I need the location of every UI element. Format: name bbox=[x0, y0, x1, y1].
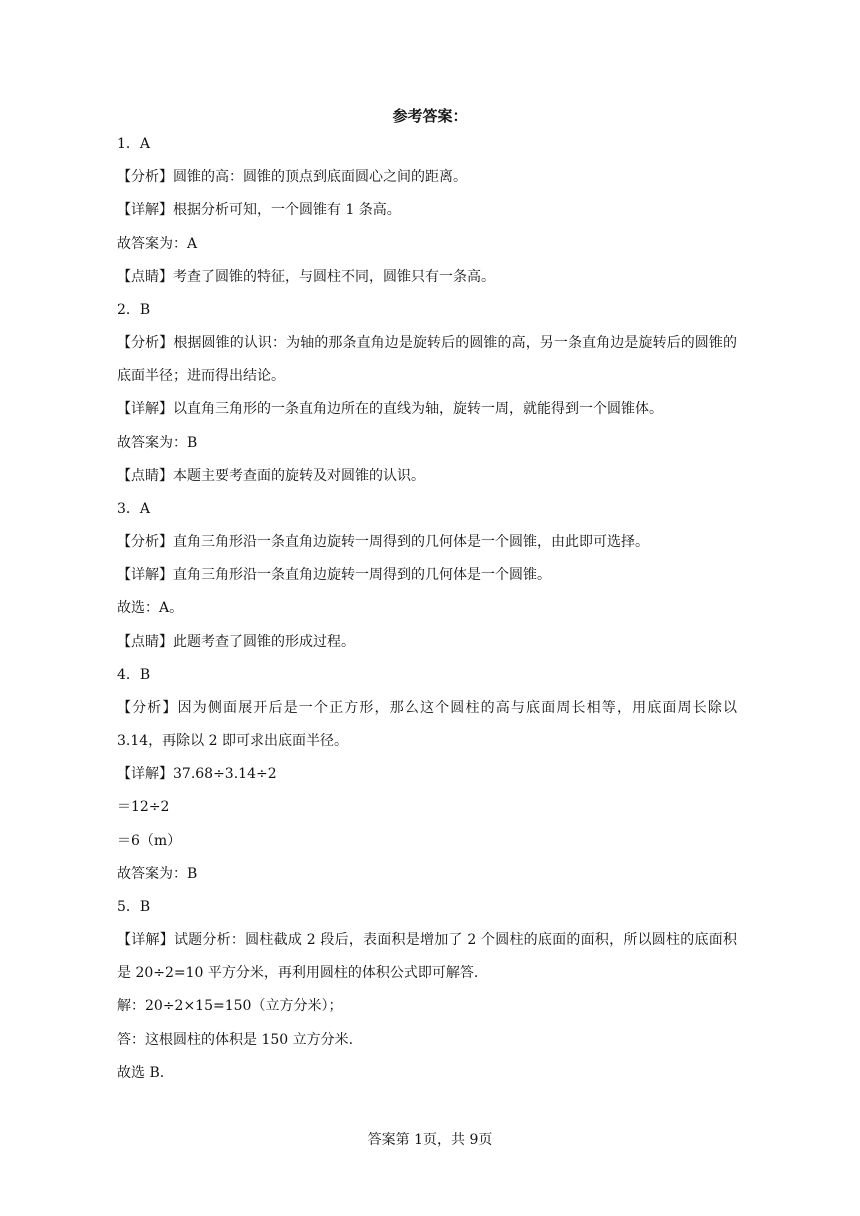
answer-line: 解：20÷2×15=150（立方分米）； bbox=[117, 998, 343, 1015]
answer-line: 【点睛】考查了圆锥的特征，与圆柱不同，圆锥只有一条高。 bbox=[117, 268, 495, 285]
answer-line: 【详解】37.68÷3.14÷2 bbox=[117, 766, 277, 783]
answer-line: 故选 B. bbox=[117, 1064, 165, 1081]
answer-line: 1．A bbox=[117, 136, 151, 152]
answer-line: 【分析】直角三角形沿一条直角边旋转一周得到的几何体是一个圆锥，由此即可选择。 bbox=[117, 534, 649, 551]
answer-line: 【点睛】此题考查了圆锥的形成过程。 bbox=[117, 633, 355, 650]
answer-line: 4．B bbox=[117, 666, 151, 683]
answer-line: 答：这根圆柱的体积是 150 立方分米. bbox=[117, 1031, 354, 1048]
answer-line: 故答案为：A bbox=[117, 235, 198, 252]
page-footer: 答案第 1页，共 9页 bbox=[367, 1132, 493, 1148]
answer-line: 【详解】根据分析可知，一个圆锥有 1 条高。 bbox=[117, 202, 401, 219]
answer-line: 【详解】以直角三角形的一条直角边所在的直线为轴，旋转一周，就能得到一个圆锥体。 bbox=[117, 401, 663, 418]
answer-line: 故答案为：B bbox=[117, 434, 198, 451]
answer-line: 故选：A。 bbox=[117, 600, 184, 617]
answer-content bbox=[117, 134, 737, 1096]
answer-line: 5．B bbox=[117, 898, 151, 915]
answer-line: 【点睛】本题主要考查面的旋转及对圆锥的认识。 bbox=[117, 467, 425, 484]
answer-line: 3．A bbox=[117, 500, 151, 517]
answer-line: 2．B bbox=[117, 301, 151, 318]
answer-line: 【分析】因为侧面展开后是一个正方形，那么这个圆柱的高与底面周长相等，用底面周长除以 3.14，再除以 2 即可求出底面半径。 bbox=[117, 699, 737, 749]
answer-line: ＝12÷2 bbox=[117, 799, 170, 816]
answer-line: ＝6（m） bbox=[117, 832, 182, 849]
answer-line: 【详解】试题分析：圆柱截成 2 段后，表面积是增加了 2 个圆柱的底面的面积，所以圆柱的底面积是 20÷2=10 平方分米，再利用圆柱的体积公式即可解答. bbox=[117, 931, 737, 981]
answer-line: 【详解】直角三角形沿一条直角边旋转一周得到的几何体是一个圆锥。 bbox=[117, 567, 551, 584]
answer-line: 【分析】根据圆锥的认识：为轴的那条直角边是旋转后的圆锥的高，另一条直角边是旋转后的圆锥的底面半径；进而得出结论。 bbox=[117, 334, 737, 384]
page-title: 参考答案： bbox=[392, 107, 468, 125]
answer-line: 故答案为：B bbox=[117, 865, 198, 882]
answer-line: 【分析】圆锥的高：圆锥的顶点到底面圆心之间的距离。 bbox=[117, 169, 467, 186]
